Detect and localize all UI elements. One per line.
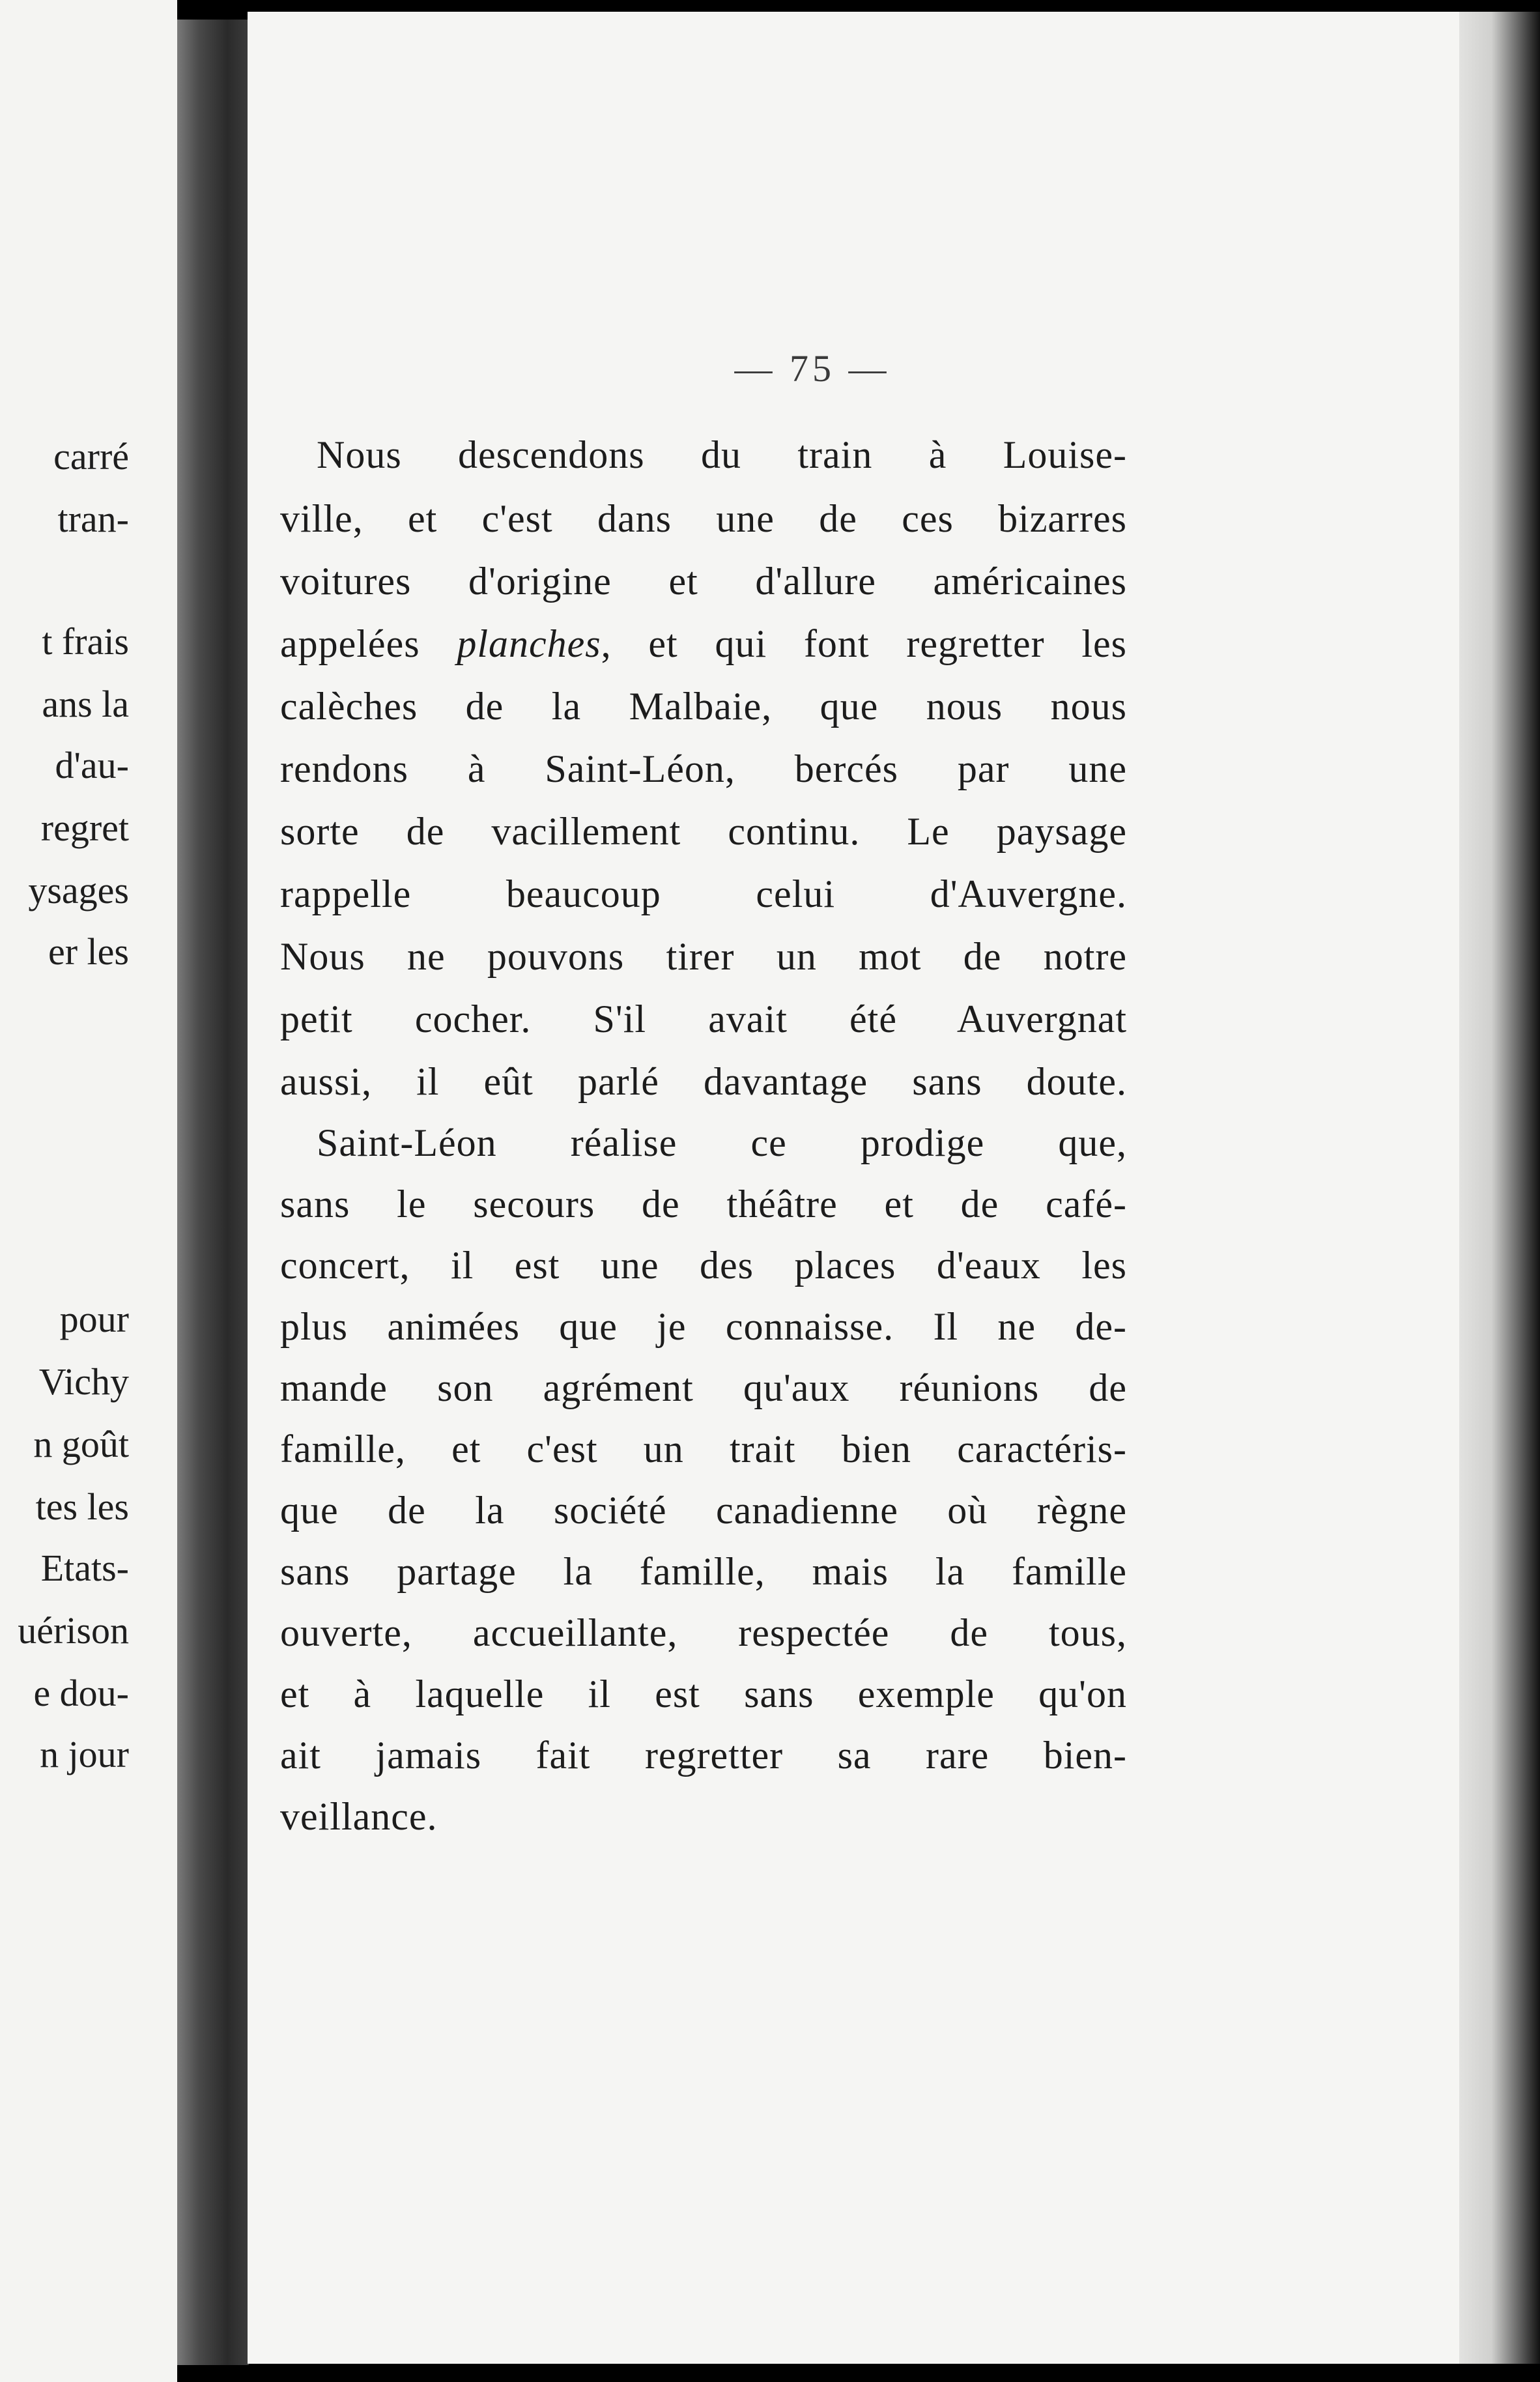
text-line: rendons à Saint-Léon, bercés par une: [280, 747, 1127, 790]
text-line: calèches de la Malbaie, que nous nous: [280, 685, 1127, 728]
text-line: Nous descendons du train à Louise-: [317, 433, 1127, 476]
left-page-line: e dou-: [33, 1672, 129, 1714]
text-line: sans partage la famille, mais la famille: [280, 1550, 1127, 1593]
left-page-line: ysages: [28, 869, 129, 911]
left-page-line: n jour: [40, 1733, 129, 1775]
text-line: sorte de vacillement continu. Le paysage: [280, 810, 1127, 853]
left-page-line: tran-: [57, 498, 129, 540]
text-line: rappelle beaucoup celui d'Auvergne.: [280, 872, 1127, 915]
left-page-line: n goût: [33, 1423, 129, 1465]
text-line: ait jamais fait regretter sa rare bien-: [280, 1734, 1127, 1777]
left-page-line: uérison: [18, 1609, 129, 1652]
text-line: aussi, il eût parlé davantage sans doute.: [280, 1060, 1127, 1103]
text-line: concert, il est une des places d'eaux les: [280, 1244, 1127, 1287]
left-page-line: d'au-: [55, 744, 129, 786]
text-line: que de la société canadienne où règne: [280, 1489, 1127, 1532]
text-line: famille, et c'est un trait bien caractéris-: [280, 1428, 1127, 1471]
left-page-line: t frais: [42, 620, 129, 663]
text-line: voitures d'origine et d'allure américaines: [280, 560, 1127, 603]
left-page-line: Vichy: [38, 1360, 129, 1403]
text-line: Nous ne pouvons tirer un mot de notre: [280, 935, 1127, 978]
left-page-line: regret: [40, 807, 129, 849]
left-page-line: carré: [53, 435, 129, 478]
text-line: ville, et c'est dans une de ces bizarres: [280, 497, 1127, 540]
text-line: plus animées que je connaisse. Il ne de-: [280, 1305, 1127, 1348]
left-page-line: er les: [48, 930, 129, 973]
left-page-line: Etats-: [40, 1547, 129, 1589]
text-line: et à laquelle il est sans exemple qu'on: [280, 1672, 1127, 1715]
text-line-with-italic: appelées planches, et qui font regretter les: [280, 622, 1128, 665]
text-line: sans le secours de théâtre et de café-: [280, 1183, 1127, 1226]
text-line: veillance.: [280, 1795, 438, 1838]
page-number: [0, 347, 1540, 390]
left-page-line: tes les: [35, 1485, 129, 1528]
left-page-line: ans la: [42, 683, 129, 725]
page-number-text: — 75 —: [734, 347, 891, 390]
italic-term: planches: [457, 622, 601, 665]
left-page-line: pour: [59, 1298, 129, 1340]
text-line: mande son agrément qu'aux réunions de: [280, 1366, 1127, 1409]
text-line: ouverte, accueillante, respectée de tous,: [280, 1611, 1127, 1654]
text-line: petit cocher. S'il avait été Auvergnat: [280, 997, 1127, 1040]
text-line: Saint-Léon réalise ce prodige que,: [317, 1121, 1127, 1164]
